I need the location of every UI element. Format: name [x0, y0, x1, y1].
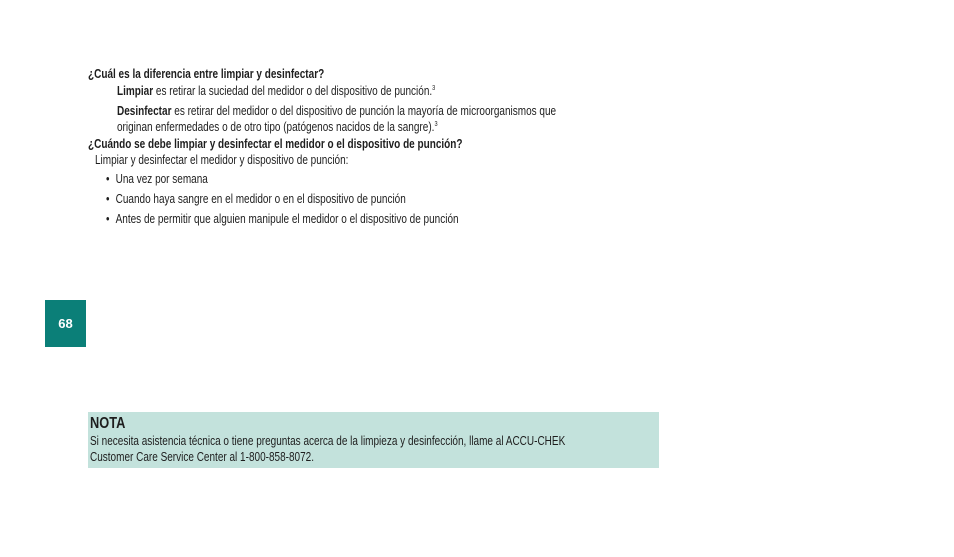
page-number-tab — [45, 300, 86, 347]
question-difference-heading: ¿Cuál es la diferencia entre limpiar y desinfectar? — [88, 67, 325, 81]
desinfectar-definition-line1 — [117, 104, 666, 119]
note-box — [88, 412, 659, 468]
cleaning-intro: Limpiar y desinfectar el medidor y dispositivo de punción: — [95, 153, 349, 167]
limpiar-definition — [117, 84, 515, 99]
bullet-icon: • — [106, 212, 110, 226]
note-text-line1: Si necesita asistencia técnica o tiene preguntas acerca de la limpieza y desinfección, llame al ACCU-CHEK — [90, 434, 566, 448]
limpiar-reference: 3 — [432, 84, 436, 92]
list-item: • Cuando haya sangre en el medidor o en el dispositivo de punción — [106, 192, 406, 206]
desinfectar-term: Desinfectar — [117, 104, 172, 118]
desinfectar-text-1: es retirar del medidor o del dispositivo de punción la mayoría de microorganismos que — [171, 104, 557, 118]
bullet-icon: • — [106, 172, 110, 186]
bullet-icon: • — [106, 192, 110, 206]
question-when-heading: ¿Cuándo se debe limpiar y desinfectar el medidor o el dispositivo de punción? — [88, 137, 463, 151]
desinfectar-definition-line2 — [117, 120, 518, 135]
list-item: • Una vez por semana — [106, 172, 208, 186]
page-number: 68 — [58, 316, 73, 331]
note-title: NOTA — [90, 415, 126, 432]
note-text-line2: Customer Care Service Center al 1-800-858-8072. — [90, 450, 314, 464]
desinfectar-text-2: originan enfermedades o de otro tipo (patógenos nacidos de la sangre). — [117, 120, 435, 134]
limpiar-term: Limpiar — [117, 84, 154, 98]
list-item: • Antes de permitir que alguien manipule el medidor o el dispositivo de punción — [106, 212, 459, 226]
desinfectar-reference: 3 — [434, 120, 438, 128]
limpiar-text: es retirar la suciedad del medidor o del dispositivo de punción. — [153, 84, 433, 98]
